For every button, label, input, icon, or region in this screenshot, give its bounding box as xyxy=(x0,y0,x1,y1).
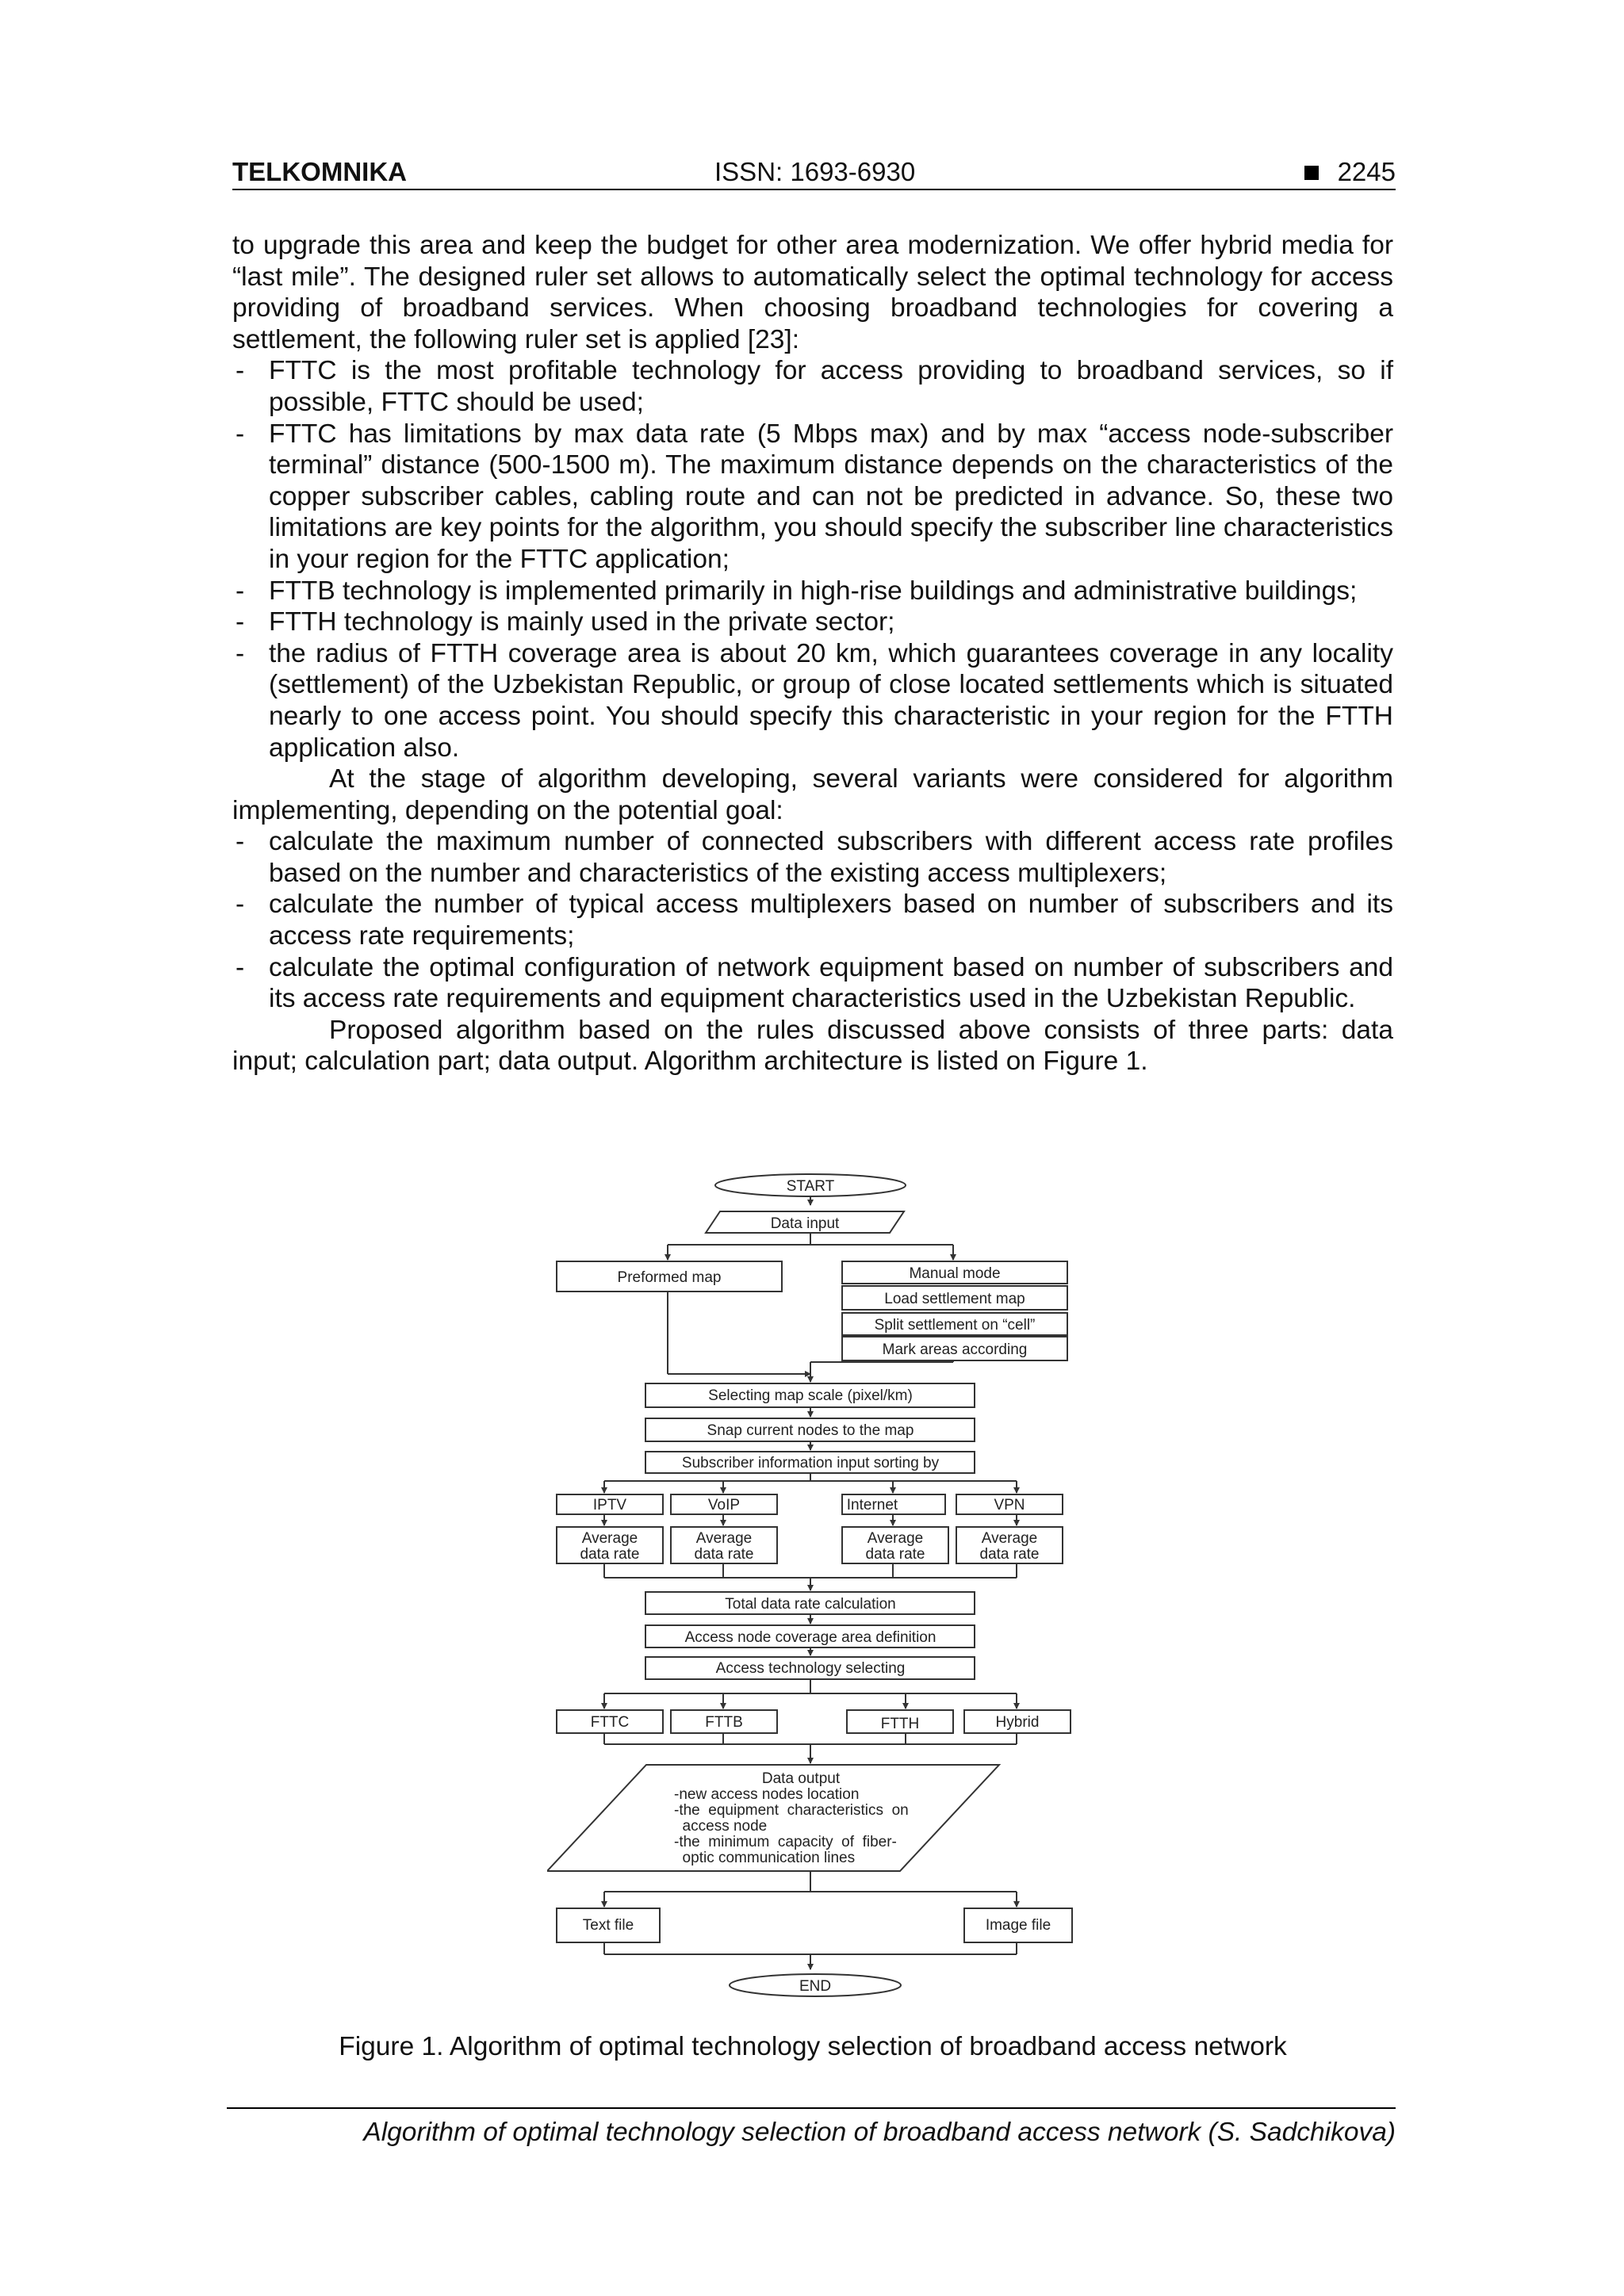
page-number-value: 2245 xyxy=(1337,157,1396,186)
avg-line2: data rate xyxy=(979,1546,1040,1563)
data-output-line: -the equipment characteristics on xyxy=(674,1802,909,1819)
data-output-line: -new access nodes location xyxy=(674,1786,860,1803)
avg-line2: data rate xyxy=(580,1546,640,1563)
list-item: - calculate the maximum number of connected subscribers with different access rate profiles based on the number and characteristics of the existing access multiplexers; xyxy=(232,826,1393,889)
avg-line1: Average xyxy=(695,1530,753,1547)
end-label: END xyxy=(799,1978,832,1995)
intro-paragraph: to upgrade this area and keep the budget for other area modernization. We offer hybrid media for “last mile”. The designed ruler set allows to automatically select the optimal technology for access providing of broadband services. When choosing broadband technologies for covering a settlement, the following ruler set is applied [23]: xyxy=(232,231,1393,354)
internet-label: Internet xyxy=(846,1497,898,1513)
coverage-label: Access node coverage area definition xyxy=(684,1629,936,1646)
list-item: - FTTH technology is mainly used in the private sector; xyxy=(232,607,1393,638)
avg-line1: Average xyxy=(867,1530,924,1547)
goals-list xyxy=(232,826,1393,1015)
page-number xyxy=(1304,155,1396,189)
load-map-label: Load settlement map xyxy=(884,1291,1025,1307)
fttc-label: FTTC xyxy=(590,1714,630,1731)
flowchart xyxy=(547,1165,1078,2006)
running-footer: Algorithm of optimal technology selection of broadband access network (S. Sadchikova) xyxy=(227,2107,1396,2150)
list-item: - calculate the optimal configuration of network equipment based on number of subscribers and its access rate requirements and equipment characteristics used in the Uzbekistan Republic. xyxy=(232,952,1393,1015)
journal-name: TELKOMNIKA xyxy=(232,157,407,186)
preformed-map-label: Preformed map xyxy=(617,1269,722,1286)
issn: ISSN: 1693-6930 xyxy=(714,157,916,186)
total-label: Total data rate calculation xyxy=(725,1596,896,1613)
paragraph-algorithm: Proposed algorithm based on the rules discussed above consists of three parts: data input; calculation part; data output. Algorithm architecture is listed on Figure 1. xyxy=(232,1015,1393,1077)
data-output-line: optic communication lines xyxy=(674,1850,856,1866)
split-label: Split settlement on “cell” xyxy=(874,1317,1036,1334)
image-file-label: Image file xyxy=(985,1917,1051,1934)
list-item: - FTTC has limitations by max data rate (5 Mbps max) and by max “access node-subscriber terminal” distance (500-1500 m). The maximum distance depends on the characteristics of the copper subscriber cables, cabling route and can not be predicted in advance. So, these two limitations are key points for the algorithm, you should specify the subscriber line characteristics in your region for the FTTC application; xyxy=(232,419,1393,576)
iptv-label: IPTV xyxy=(592,1497,627,1513)
avg-line1: Average xyxy=(581,1530,638,1547)
start-label: START xyxy=(786,1178,835,1195)
running-header xyxy=(232,155,1396,190)
hybrid-label: Hybrid xyxy=(995,1714,1040,1731)
tech-select-label: Access technology selecting xyxy=(715,1660,906,1677)
list-item: - FTTB technology is implemented primarily in high-rise buildings and administrative buildings; xyxy=(232,576,1393,607)
avg-line2: data rate xyxy=(694,1546,754,1563)
body-text xyxy=(232,230,1393,1077)
vpn-label: VPN xyxy=(994,1497,1025,1513)
snap-label: Snap current nodes to the map xyxy=(707,1422,914,1439)
data-output-title: Data output xyxy=(761,1770,841,1787)
list-item: - FTTC is the most profitable technology for access providing to broadband services, so if possible, FTTC should be used; xyxy=(232,355,1393,418)
text-file-label: Text file xyxy=(582,1917,634,1934)
avg-line2: data rate xyxy=(865,1546,925,1563)
flowchart-figure xyxy=(547,1165,1078,2006)
rules-list xyxy=(232,355,1393,763)
voip-label: VoIP xyxy=(707,1497,741,1513)
avg-line1: Average xyxy=(981,1530,1038,1547)
subscriber-label: Subscriber information input sorting by xyxy=(681,1455,940,1471)
list-item: - the radius of FTTH coverage area is about 20 km, which guarantees coverage in any locality (settlement) of the Uzbekistan Republic, or group of close located settlements which is situated nearly to one access point. You should specify this characteristic in your region for the FTTH application also. xyxy=(232,638,1393,763)
figure-caption: Figure 1. Algorithm of optimal technology selection of broadband access network xyxy=(339,2032,1287,2061)
list-item: - calculate the number of typical access multiplexers based on number of subscribers and its access rate requirements; xyxy=(232,889,1393,951)
data-output-line: access node xyxy=(674,1818,768,1835)
ftth-label: FTTH xyxy=(880,1716,920,1732)
manual-mode-label: Manual mode xyxy=(909,1265,1001,1282)
scale-label: Selecting map scale (pixel/km) xyxy=(708,1387,913,1404)
fttb-label: FTTB xyxy=(705,1714,743,1731)
paragraph-variants: At the stage of algorithm developing, several variants were considered for algorithm implementing, depending on the potential goal: xyxy=(232,764,1393,825)
data-input-label: Data input xyxy=(770,1215,840,1232)
mark-label: Mark areas according xyxy=(882,1341,1028,1358)
data-output-line: -the minimum capacity of fiber- xyxy=(674,1834,897,1850)
square-bullet-icon xyxy=(1304,166,1319,180)
